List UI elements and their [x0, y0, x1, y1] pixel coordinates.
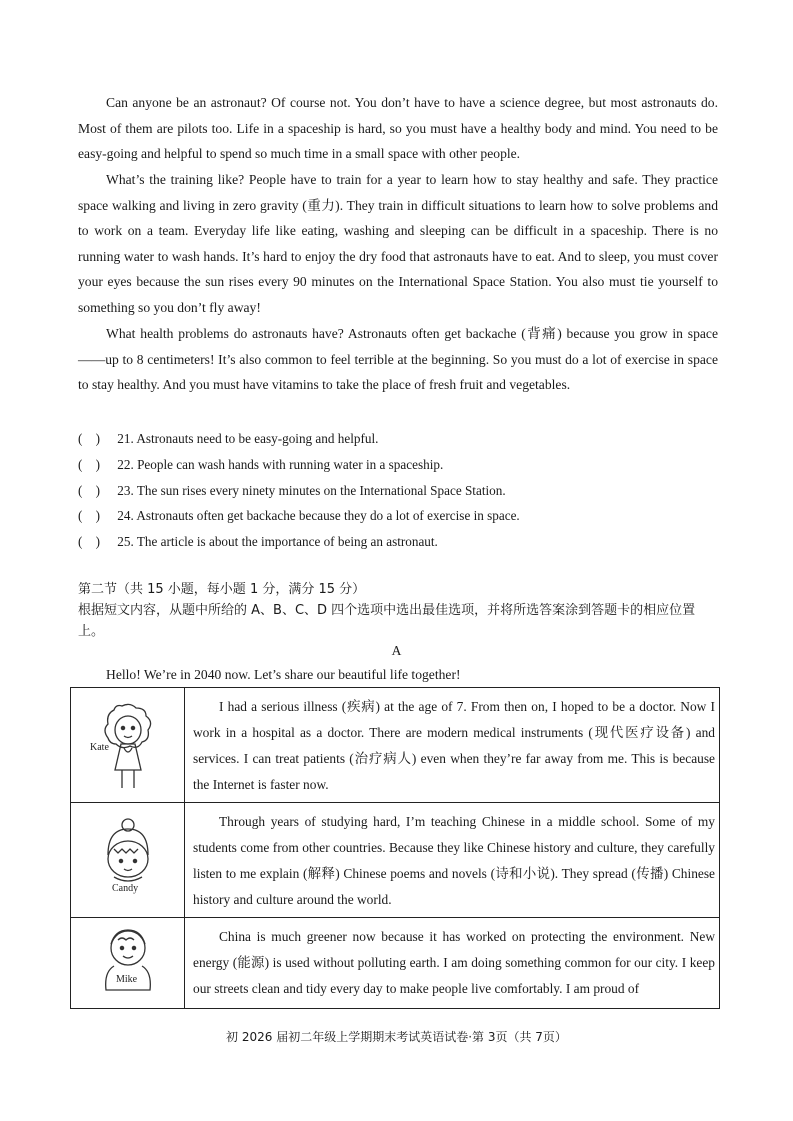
- table-row: [71, 918, 720, 1009]
- answer-blank[interactable]: ( ): [78, 456, 100, 472]
- mike-avatar-icon: [78, 918, 178, 1008]
- question-24: [78, 503, 718, 529]
- answer-blank[interactable]: ( ): [78, 431, 100, 446]
- question-25: [78, 529, 718, 555]
- kate-avatar-icon: [78, 688, 178, 798]
- people-table: [70, 687, 720, 1009]
- question-text: 21. Astronauts need to be easy-going and helpful.: [117, 431, 379, 446]
- question-text: 22. People can wash hands with running water in a spaceship.: [117, 456, 444, 472]
- answer-blank[interactable]: ( ): [78, 508, 100, 524]
- avatar-name-label: Kate: [89, 742, 109, 753]
- avatar-name-label: Candy: [111, 883, 138, 894]
- passage-paragraph-1: Can anyone be an astronaut? Of course not. You don’t have to have a science degree, but most astronauts do. Most of them are pilots too. Life in a spaceship is hard, so you must have a healthy body and mind. You need to be easy-going and helpful to spend so much time in a small space with other people.: [78, 95, 718, 162]
- question-text: 23. The sun rises every ninety minutes on the International Space Station.: [117, 482, 506, 498]
- question-text: 25. The article is about the importance of being an astronaut.: [117, 534, 438, 550]
- mike-text: China is much greener now because it has worked on protecting the environment. New energy (能源) is used without polluting earth. I am doing something common for our city. I keep our streets clean and tidy every day to make people live comfortably. I am proud of: [185, 918, 720, 1009]
- section-heading: 第二节（共 15 小题，每小题 1 分，满分 15 分）: [78, 582, 366, 597]
- table-row: [71, 688, 720, 803]
- kate-text: I had a serious illness (疾病) at the age of 7. From then on, I hoped to be a doctor. Now I work in a hospital as a doctor. There are modern medical instruments (现代医疗设备) and services. I can treat patients (治疗病人) even when they’re far away from me. This is because the Internet is faster now.: [185, 688, 720, 803]
- part-label: A: [391, 643, 402, 658]
- answer-blank[interactable]: ( ): [78, 534, 100, 550]
- question-text: 24. Astronauts often get backache because they do a lot of exercise in space.: [117, 508, 520, 524]
- question-21: [78, 426, 718, 452]
- candy-text: Through years of studying hard, I’m teaching Chinese in a middle school. Some of my students come from other countries. Because they like Chinese history and culture, they carefully listen to me explain (解释) Chinese poems and novels (诗和小说). They spread (传播) Chinese history and culture around the world.: [185, 803, 720, 918]
- section-instruction: 根据短文内容，从题中所给的 A、B、C、D 四个选项中选出最佳选项，并将所选答案涂到答题卡的相应位置上。: [78, 603, 696, 639]
- answer-blank[interactable]: ( ): [78, 482, 100, 498]
- candy-avatar-icon: [78, 803, 178, 913]
- avatar-name-label: Mike: [115, 974, 137, 985]
- avatar-cell: [71, 803, 185, 918]
- page-footer: 初 2026 届初二年级上学期期末考试英语试卷·第 3页（共 7页）: [226, 1030, 567, 1044]
- question-22: [78, 452, 718, 478]
- avatar-cell: [71, 688, 185, 803]
- avatar-cell: [71, 918, 185, 1009]
- question-23: [78, 478, 718, 504]
- reading-intro: Hello! We’re in 2040 now. Let’s share our beautiful life together!: [106, 667, 461, 682]
- passage-paragraph-2: What’s the training like? People have to train for a year to learn how to stay healthy and safe. They practice space walking and living in zero gravity (重力). They train in difficult situations to learn how to solve problems and to work on a team. Everyday life like eating, washing and sleeping can be difficult in a spaceship. There is no running water to wash hands. It’s hard to enjoy the dry food that astronauts have to eat. And to sleep, you must cover your eyes because the sun rises every 90 minutes on the International Space Station. You also must tie yourself to something so you don’t fly away!: [78, 172, 718, 315]
- passage-paragraph-3: What health problems do astronauts have? Astronauts often get backache (背痛) because you grow in space ——up to 8 centimeters! It’s also common to feel terrible at the beginning. So you must do a lot of exercise in space to stay healthy. And you must have vitamins to take the place of fresh fruit and vegetables.: [78, 326, 718, 393]
- table-row: [71, 803, 720, 918]
- true-false-questions: [78, 426, 718, 555]
